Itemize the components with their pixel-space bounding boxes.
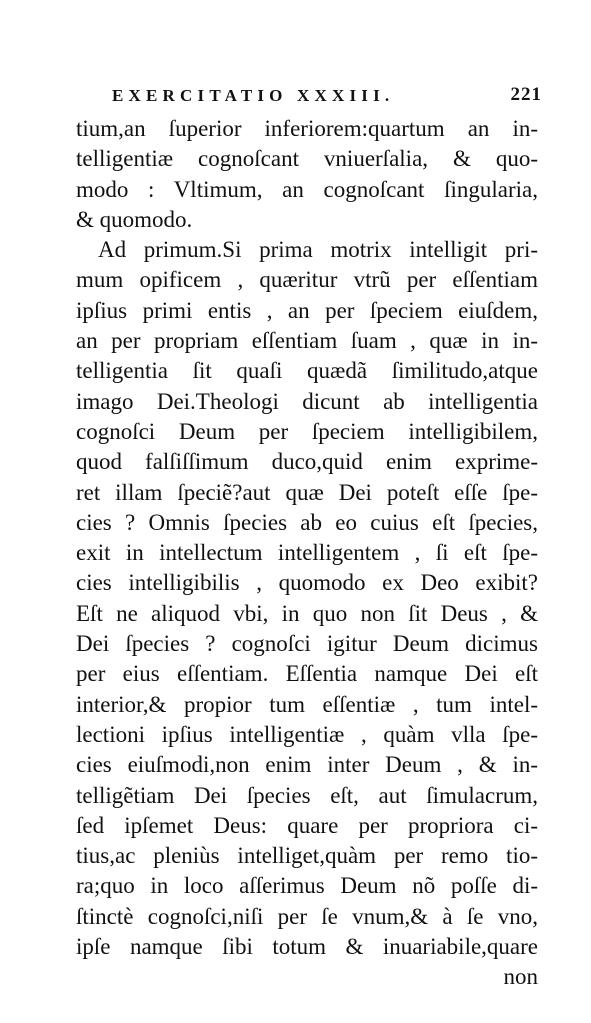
text-line: interior,& propior tum eſſentiæ , tum intel- xyxy=(76,691,538,717)
text-line: Eſt ne aliquod vbi, in quo non ſit Deus , & xyxy=(76,600,538,626)
text-line: tius,ac pleniùs intelliget,quàm per remo tio- xyxy=(76,843,538,869)
text-line: ſtinctè cognoſci,niſi per ſe vnum,& à ſe vno, xyxy=(76,903,538,929)
text-line: imago Dei.Theologi dicunt ab intelligentia xyxy=(76,388,538,414)
text-line: & quomodo. xyxy=(76,206,193,232)
text-line: ſed ipſemet Deus: quare per propriora ci- xyxy=(76,812,538,838)
text-line: ra;quo in loco aſſerimus Deum nõ poſſe di- xyxy=(76,873,538,899)
text-line: tium,an ſuperior inferiorem:quartum an in- xyxy=(76,116,538,141)
text-line: modo : Vltimum, an cognoſcant ſingularia, xyxy=(76,176,538,202)
text-line: telligẽtiam Dei ſpecies eſt, aut ſimulacrum, xyxy=(76,782,538,808)
running-head xyxy=(112,86,542,112)
text-line: quod falſiſſimum duco,quid enim exprime- xyxy=(76,449,538,475)
text-line: cognoſci Deum per ſpeciem intelligibilem, xyxy=(76,418,538,444)
body-text xyxy=(76,114,538,993)
text-line: exit in intellectum intelligentem , ſi eſt ſpe- xyxy=(76,540,538,566)
text-line: mum opificem , quæritur vtrũ per eſſentiam xyxy=(76,267,538,293)
text-line: ipſe namque ſibi totum & inuariabile,quare xyxy=(76,934,538,960)
text-line: cies eiuſmodi,non enim inter Deum , & in- xyxy=(76,752,538,778)
catchword: non xyxy=(503,964,538,990)
text-line: ipſius primi entis , an per ſpeciem eiuſdem, xyxy=(76,297,538,323)
text-line: per eius eſſentiam. Eſſentia namque Dei eſt xyxy=(76,661,538,687)
text-line: telligentia ſit quaſi quædã ſimilitudo,atque xyxy=(76,358,538,384)
text-line: ret illam ſpeciẽ?aut quæ Dei poteſt eſſe ſpe- xyxy=(76,479,538,505)
running-head-title: EXERCITATIO XXXIII. xyxy=(112,86,395,105)
text-line: lectioni ipſius intelligentiæ , quàm vlla ſpe- xyxy=(76,721,538,747)
text-line: Dei ſpecies ? cognoſci igitur Deum dicimus xyxy=(76,631,538,657)
text-line: cies intelligibilis , quomodo ex Deo exibit? xyxy=(76,570,538,596)
page-number: 221 xyxy=(510,84,542,105)
text-line: telligentiæ cognoſcant vniuerſalia, & quo- xyxy=(76,146,538,172)
text-line: Ad primum.Si prima motrix intelligit pri- xyxy=(98,237,538,263)
text-line: an per propriam eſſentiam ſuam , quæ in in- xyxy=(76,328,538,354)
text-line: cies ? Omnis ſpecies ab eo cuius eſt ſpecies, xyxy=(76,509,538,535)
